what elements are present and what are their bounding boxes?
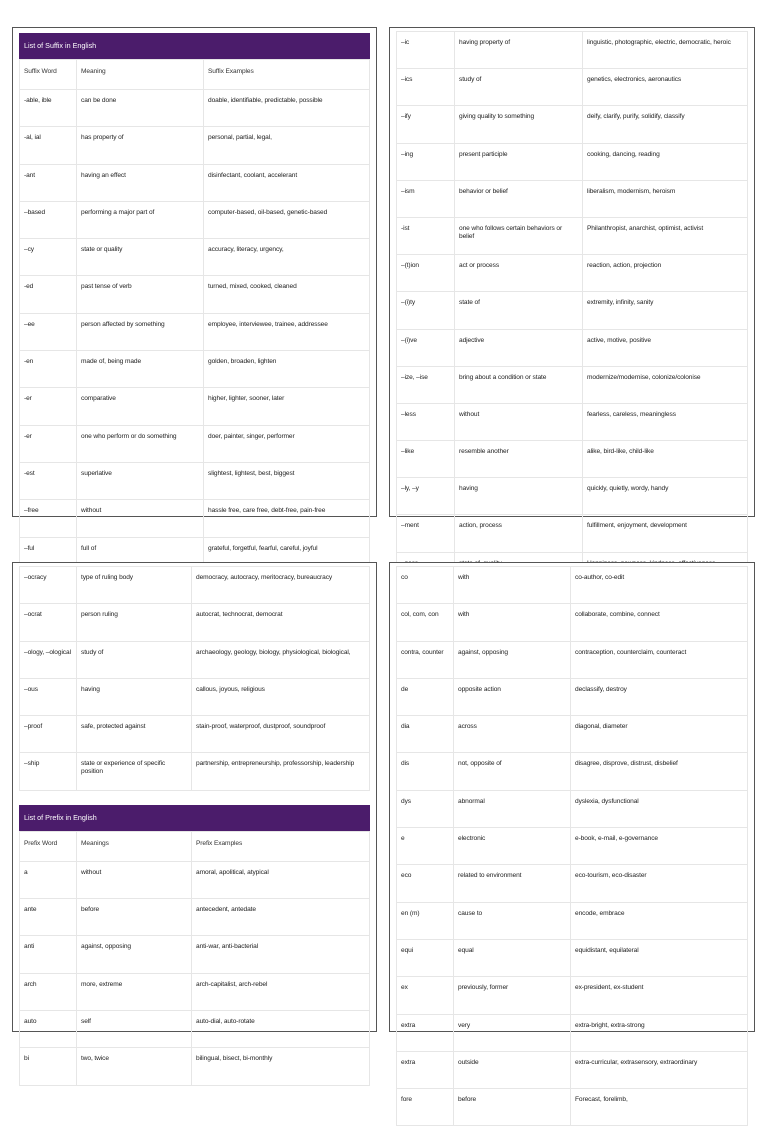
examples-cell: extra-bright, extra-strong (571, 1014, 748, 1051)
table-row (20, 201, 370, 238)
table-row (20, 90, 370, 127)
header-meaning: Meaning (77, 60, 204, 90)
table-row (20, 641, 370, 678)
meaning-cell: having an effect (77, 164, 204, 201)
table-row (20, 388, 370, 425)
meaning-cell: type of ruling body (77, 567, 192, 604)
affix-cell: –ly, –y (397, 478, 455, 515)
table-row (397, 32, 748, 69)
affix-cell: ante (20, 899, 77, 936)
affix-cell: –ee (20, 313, 77, 350)
prefix-panel-2 (389, 562, 755, 1104)
table-row (20, 899, 370, 936)
header-prefix-word: Prefix Word (20, 831, 77, 861)
table-row (20, 164, 370, 201)
affix-cell: –free (20, 500, 77, 537)
meaning-cell: more, extreme (77, 973, 192, 1010)
prefix-table-header (20, 831, 370, 861)
examples-cell: extremity, infinity, sanity (583, 292, 748, 329)
prefix-table-title: List of Prefix in English (19, 805, 370, 831)
suffix-table-title: List of Suffix in English (19, 33, 370, 59)
meaning-cell: state or experience of specific position (77, 753, 192, 790)
affix-cell: -en (20, 351, 77, 388)
meaning-cell: before (454, 1089, 571, 1126)
table-row (397, 180, 748, 217)
table-row (20, 425, 370, 462)
affix-cell: col, com, con (397, 604, 454, 641)
meaning-cell: one who follows certain behaviors or belief (455, 217, 583, 254)
examples-cell: fearless, careless, meaningless (583, 403, 748, 440)
table-row (397, 1014, 748, 1051)
affix-cell: co (397, 567, 454, 604)
affix-cell: contra, counter (397, 641, 454, 678)
meaning-cell: adjective (455, 329, 583, 366)
meaning-cell: state or quality (77, 239, 204, 276)
meaning-cell: act or process (455, 255, 583, 292)
table-row (397, 753, 748, 790)
examples-cell: quickly, quietly, wordy, handy (583, 478, 748, 515)
affix-cell: fore (397, 1089, 454, 1126)
header-prefix-examples: Prefix Examples (192, 831, 370, 861)
examples-cell: employee, interviewee, trainee, addressee (204, 313, 370, 350)
meaning-cell: having (455, 478, 583, 515)
examples-cell: slightest, lightest, best, biggest (204, 462, 370, 499)
meaning-cell: with (454, 567, 571, 604)
affix-cell: –(i)ty (397, 292, 455, 329)
table-row (20, 351, 370, 388)
table-row (20, 678, 370, 715)
examples-cell: genetics, electronics, aeronautics (583, 69, 748, 106)
meaning-cell: made of, being made (77, 351, 204, 388)
table-row (397, 939, 748, 976)
examples-cell: liberalism, modernism, heroism (583, 180, 748, 217)
affix-cell: –ify (397, 106, 455, 143)
affix-cell: –based (20, 201, 77, 238)
examples-cell: linguistic, photographic, electric, democratic, heroic (583, 32, 748, 69)
meaning-cell: having (77, 678, 192, 715)
meaning-cell: two, twice (77, 1048, 192, 1085)
table-row (397, 143, 748, 180)
prefix-table-continued (396, 566, 748, 1126)
table-row (397, 567, 748, 604)
table-row (397, 1089, 748, 1126)
meaning-cell: behavior or belief (455, 180, 583, 217)
examples-cell: higher, lighter, sooner, later (204, 388, 370, 425)
affix-cell: –ship (20, 753, 77, 790)
affix-cell: a (20, 861, 77, 898)
examples-cell: democracy, autocracy, meritocracy, bureaucracy (192, 567, 370, 604)
affix-cell: dys (397, 790, 454, 827)
meaning-cell: before (77, 899, 192, 936)
meaning-cell: action, process (455, 515, 583, 552)
meaning-cell: very (454, 1014, 571, 1051)
examples-cell: extra-curricular, extrasensory, extraordinary (571, 1051, 748, 1088)
meaning-cell: comparative (77, 388, 204, 425)
affix-cell: -er (20, 425, 77, 462)
affix-cell: -ist (397, 217, 455, 254)
meaning-cell: person ruling (77, 604, 192, 641)
meaning-cell: against, opposing (454, 641, 571, 678)
table-row (397, 69, 748, 106)
examples-cell: encode, embrace (571, 902, 748, 939)
examples-cell: hassle free, care free, debt-free, pain-free (204, 500, 370, 537)
meaning-cell: cause to (454, 902, 571, 939)
affix-cell: –ful (20, 537, 77, 574)
table-row (397, 790, 748, 827)
meaning-cell: without (77, 500, 204, 537)
meaning-cell: bring about a condition or state (455, 366, 583, 403)
meaning-cell: abnormal (454, 790, 571, 827)
examples-cell: stain-proof, waterproof, dustproof, soundproof (192, 716, 370, 753)
examples-cell: arch-capitalist, arch-rebel (192, 973, 370, 1010)
affix-cell: -ant (20, 164, 77, 201)
meaning-cell: not, opposite of (454, 753, 571, 790)
meaning-cell: safe, protected against (77, 716, 192, 753)
affix-cell: –ing (397, 143, 455, 180)
table-row (20, 500, 370, 537)
suffix-table (19, 59, 370, 612)
meaning-cell: opposite action (454, 678, 571, 715)
affix-cell: –ous (20, 678, 77, 715)
meaning-cell: study of (77, 641, 192, 678)
affix-cell: –less (397, 403, 455, 440)
examples-cell: auto-dial, auto-rotate (192, 1010, 370, 1047)
suffix-table-continued (396, 31, 748, 590)
examples-cell: e-book, e-mail, e-governance (571, 828, 748, 865)
meaning-cell: without (455, 403, 583, 440)
table-row (397, 678, 748, 715)
meaning-cell: has property of (77, 127, 204, 164)
affix-cell: –ocrat (20, 604, 77, 641)
table-row (20, 753, 370, 790)
table-row (397, 716, 748, 753)
examples-cell: fulfillment, enjoyment, development (583, 515, 748, 552)
table-row (397, 329, 748, 366)
suffix-panel-2 (389, 27, 755, 530)
meaning-cell: full of (77, 537, 204, 574)
examples-cell: antecedent, antedate (192, 899, 370, 936)
table-row (397, 441, 748, 478)
meaning-cell: giving quality to something (455, 106, 583, 143)
table-row (20, 1010, 370, 1047)
table-row (20, 462, 370, 499)
meaning-cell: with (454, 604, 571, 641)
examples-cell: turned, mixed, cooked, cleaned (204, 276, 370, 313)
examples-cell: anti-war, anti-bacterial (192, 936, 370, 973)
suffix-panel-1 (12, 27, 377, 552)
affix-cell: –ic (397, 32, 455, 69)
examples-cell: partnership, entrepreneurship, professorship, leadership (192, 753, 370, 790)
affix-cell: –proof (20, 716, 77, 753)
affix-cell: arch (20, 973, 77, 1010)
meaning-cell: equal (454, 939, 571, 976)
meaning-cell: can be done (77, 90, 204, 127)
examples-cell: deify, clarify, purify, solidify, classify (583, 106, 748, 143)
examples-cell: autocrat, technocrat, democrat (192, 604, 370, 641)
affix-cell: –ize, –ise (397, 366, 455, 403)
affix-cell: -er (20, 388, 77, 425)
meaning-cell: one who perform or do something (77, 425, 204, 462)
examples-cell: diagonal, diameter (571, 716, 748, 753)
prefix-table (19, 831, 370, 1086)
meaning-cell: against, opposing (77, 936, 192, 973)
meaning-cell: related to environment (454, 865, 571, 902)
suffix-table-tail (19, 566, 370, 791)
meaning-cell: past tense of verb (77, 276, 204, 313)
table-row (20, 313, 370, 350)
affix-cell: extra (397, 1014, 454, 1051)
header-suffix-word: Suffix Word (20, 60, 77, 90)
affix-cell: dis (397, 753, 454, 790)
table-row (20, 861, 370, 898)
examples-cell: archaeology, geology, biology, physiological, biological, (192, 641, 370, 678)
header-meanings: Meanings (77, 831, 192, 861)
examples-cell: cooking, dancing, reading (583, 143, 748, 180)
examples-cell: ex-president, ex-student (571, 977, 748, 1014)
affix-cell: –ocracy (20, 567, 77, 604)
table-row (397, 403, 748, 440)
affix-cell: –(i)ve (397, 329, 455, 366)
examples-cell: alike, bird-like, child-like (583, 441, 748, 478)
table-row (20, 1048, 370, 1085)
affix-cell: anti (20, 936, 77, 973)
examples-cell: contraception, counterclaim, counteract (571, 641, 748, 678)
examples-cell: equidistant, equilateral (571, 939, 748, 976)
meaning-cell: superlative (77, 462, 204, 499)
meaning-cell: outside (454, 1051, 571, 1088)
examples-cell: active, motive, positive (583, 329, 748, 366)
table-row (397, 604, 748, 641)
meaning-cell: present participle (455, 143, 583, 180)
table-row (20, 239, 370, 276)
affix-cell: auto (20, 1010, 77, 1047)
affix-cell: -al, ial (20, 127, 77, 164)
table-row (397, 977, 748, 1014)
affix-cell: eco (397, 865, 454, 902)
table-row (20, 604, 370, 641)
table-row (397, 641, 748, 678)
meaning-cell: resemble another (455, 441, 583, 478)
examples-cell: Forecast, forelimb, (571, 1089, 748, 1126)
table-row (20, 127, 370, 164)
table-row (397, 478, 748, 515)
examples-cell: disinfectant, coolant, accelerant (204, 164, 370, 201)
affix-cell: dia (397, 716, 454, 753)
affix-cell: equi (397, 939, 454, 976)
examples-cell: accuracy, literacy, urgency, (204, 239, 370, 276)
header-suffix-examples: Suffix Examples (204, 60, 370, 90)
meaning-cell: across (454, 716, 571, 753)
table-row (20, 276, 370, 313)
affix-cell: –ology, –ological (20, 641, 77, 678)
examples-cell: doable, identifiable, predictable, possible (204, 90, 370, 127)
table-row (397, 217, 748, 254)
meaning-cell: study of (455, 69, 583, 106)
table-row (397, 902, 748, 939)
table-row (397, 865, 748, 902)
meaning-cell: previously, former (454, 977, 571, 1014)
examples-cell: disagree, disprove, distrust, disbelief (571, 753, 748, 790)
affix-cell: –like (397, 441, 455, 478)
meaning-cell: performing a major part of (77, 201, 204, 238)
examples-cell: collaborate, combine, connect (571, 604, 748, 641)
affix-cell: e (397, 828, 454, 865)
table-row (20, 567, 370, 604)
affix-cell: –cy (20, 239, 77, 276)
table-row (397, 255, 748, 292)
examples-cell: reaction, action, projection (583, 255, 748, 292)
table-row (397, 828, 748, 865)
affix-cell: -ed (20, 276, 77, 313)
affix-cell: extra (397, 1051, 454, 1088)
affix-cell: –ics (397, 69, 455, 106)
examples-cell: co-author, co-edit (571, 567, 748, 604)
examples-cell: personal, partial, legal, (204, 127, 370, 164)
affix-cell: de (397, 678, 454, 715)
meaning-cell: person affected by something (77, 313, 204, 350)
table-row (397, 366, 748, 403)
suffix-prefix-panel (12, 562, 377, 1063)
meaning-cell: electronic (454, 828, 571, 865)
affix-cell: –(t)ion (397, 255, 455, 292)
examples-cell: amoral, apolitical, atypical (192, 861, 370, 898)
examples-cell: dyslexia, dysfunctional (571, 790, 748, 827)
examples-cell: callous, joyous, religious (192, 678, 370, 715)
examples-cell: eco-tourism, eco-disaster (571, 865, 748, 902)
examples-cell: modernize/modernise, colonize/colonise (583, 366, 748, 403)
affix-cell: -est (20, 462, 77, 499)
table-row (20, 936, 370, 973)
examples-cell: golden, broaden, lighten (204, 351, 370, 388)
affix-cell: –ment (397, 515, 455, 552)
meaning-cell: without (77, 861, 192, 898)
meaning-cell: having property of (455, 32, 583, 69)
affix-cell: ex (397, 977, 454, 1014)
table-row (397, 515, 748, 552)
affix-cell: –ism (397, 180, 455, 217)
table-row (20, 973, 370, 1010)
affix-cell: en (m) (397, 902, 454, 939)
meaning-cell: self (77, 1010, 192, 1047)
examples-cell: grateful, forgetful, fearful, careful, joyful (204, 537, 370, 574)
examples-cell: computer-based, oil-based, genetic-based (204, 201, 370, 238)
examples-cell: declassify, destroy (571, 678, 748, 715)
affix-cell: bi (20, 1048, 77, 1085)
table-row (397, 292, 748, 329)
examples-cell: doer, painter, singer, performer (204, 425, 370, 462)
affix-cell: -able, ible (20, 90, 77, 127)
suffix-table-header (20, 60, 370, 90)
table-row (20, 716, 370, 753)
meaning-cell: state of (455, 292, 583, 329)
examples-cell: Philanthropist, anarchist, optimist, activist (583, 217, 748, 254)
examples-cell: bilingual, bisect, bi-monthly (192, 1048, 370, 1085)
table-row (397, 1051, 748, 1088)
table-row (397, 106, 748, 143)
